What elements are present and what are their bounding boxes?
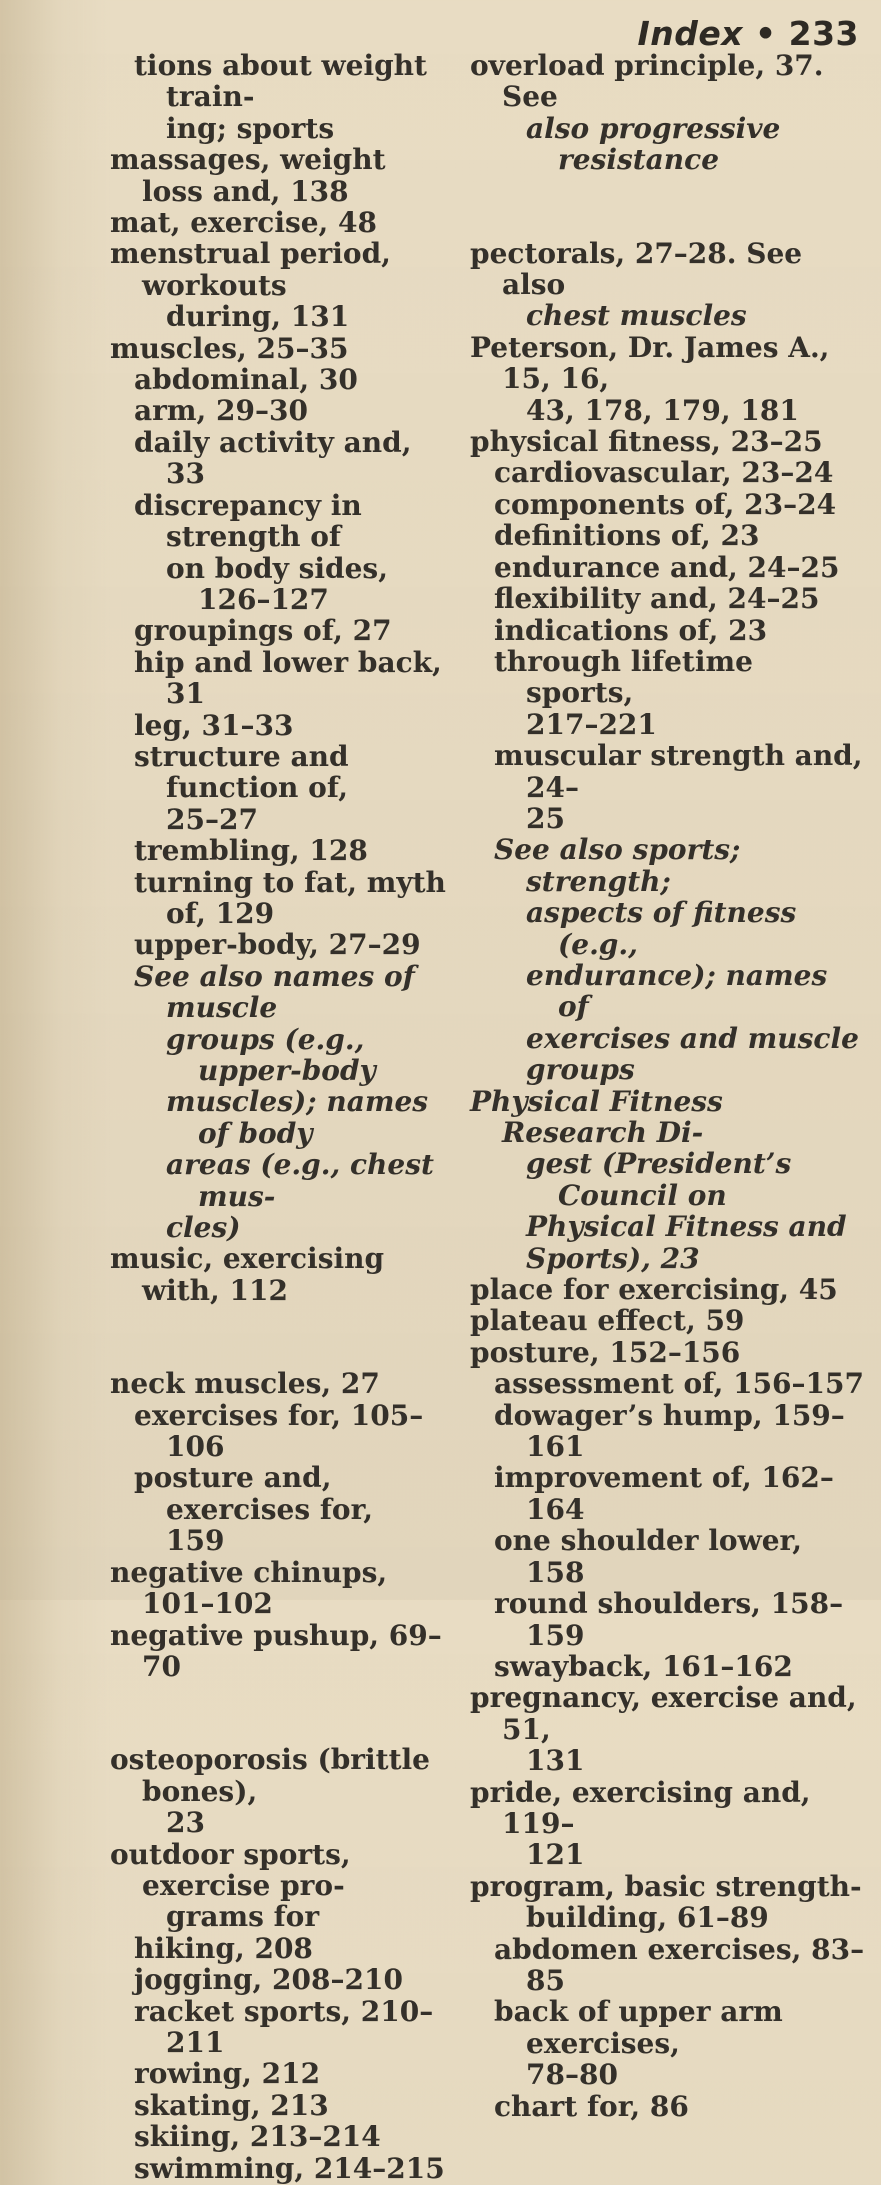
index-entry: See also names of muscle: [134, 959, 415, 1025]
index-entry: program, basic strength-: [470, 1869, 862, 1903]
index-entry: See also sports; strength;: [494, 833, 741, 898]
index-entry: jogging, 208–210: [134, 1963, 403, 1997]
index-entry: skating, 213: [134, 2088, 329, 2122]
index-entry: daily activity and, 33: [134, 425, 412, 491]
index-entry: indications of, 23: [494, 613, 768, 647]
header-index-label: Index: [637, 14, 744, 53]
index-entry: on body sides, 126–127: [166, 551, 388, 616]
index-entry: building, 61–89: [526, 1901, 769, 1935]
index-entry: components of, 23–24: [494, 487, 837, 521]
index-entry: grams for: [166, 1900, 320, 1934]
entry-gap: [110, 1682, 455, 1744]
index-entry: Physical Fitness Research Di-: [470, 1084, 723, 1149]
index-entry: posture, 152–156: [470, 1335, 741, 1369]
index-entry: swimming, 214–215: [134, 2151, 445, 2185]
entry-gap: [470, 176, 865, 238]
page-number: 233: [788, 14, 859, 53]
index-entry: pride, exercising and, 119–: [470, 1775, 811, 1840]
header-separator: •: [755, 14, 777, 53]
index-entry: chart for, 86: [494, 2089, 689, 2123]
index-entry: 131: [526, 1744, 585, 1778]
index-entry: assessment of, 156–157: [494, 1367, 864, 1401]
index-entry: swayback, 161–162: [494, 1649, 793, 1683]
index-entry: hiking, 208: [134, 1931, 313, 1965]
index-entry: menstrual period, workouts: [110, 237, 391, 302]
index-entry: trembling, 128: [134, 834, 368, 868]
index-entry: flexibility and, 24–25: [494, 582, 820, 616]
index-entry: outdoor sports, exercise pro-: [110, 1837, 351, 1902]
index-entry: round shoulders, 158–159: [494, 1587, 844, 1652]
index-entry: definitions of, 23: [494, 519, 760, 553]
index-entry: muscles); names of body: [166, 1085, 429, 1150]
index-entry: groupings of, 27: [134, 614, 392, 648]
index-entry: cardiovascular, 23–24: [494, 456, 834, 490]
index-entry: Peterson, Dr. James A., 15, 16,: [470, 330, 830, 396]
index-column-left: [110, 50, 455, 2184]
index-entry: exercises for, 105–106: [134, 1398, 424, 1464]
index-entry: 217–221: [526, 707, 657, 741]
index-entry: osteoporosis (brittle bones),: [110, 1743, 430, 1808]
page-header: [637, 14, 859, 53]
index-entry: 121: [526, 1838, 585, 1872]
index-entry: negative pushup, 69–70: [110, 1618, 442, 1683]
index-entry: negative chinups, 101–102: [110, 1555, 388, 1621]
index-entry: pregnancy, exercise and, 51,: [470, 1681, 857, 1746]
index-entry: rowing, 212: [134, 2057, 321, 2091]
index-entry: 78–80: [526, 2058, 618, 2092]
index-entry: muscular strength and, 24–: [494, 739, 863, 804]
index-entry: mat, exercise, 48: [110, 206, 377, 240]
index-entry: 23: [166, 1806, 205, 1840]
index-entry: arm, 29–30: [134, 394, 308, 428]
index-entry: abdominal, 30: [134, 363, 358, 397]
index-entry: endurance and, 24–25: [494, 550, 840, 584]
index-entry: Physical Fitness and: [526, 1210, 847, 1244]
index-entry: turning to fat, myth of, 129: [134, 865, 446, 930]
index-entry: during, 131: [166, 300, 350, 334]
index-entry: upper-body, 27–29: [134, 928, 421, 962]
index-entry: gest (President’s Council on: [526, 1147, 792, 1212]
index-entry: areas (e.g., chest mus-: [166, 1148, 434, 1213]
index-entry: one shoulder lower, 158: [494, 1524, 802, 1589]
index-entry: muscles, 25–35: [110, 331, 349, 365]
index-entry: 43, 178, 179, 181: [526, 393, 799, 427]
index-entry: improvement of, 162–164: [494, 1461, 834, 1526]
index-column-right: [470, 50, 865, 2122]
index-entry: groups: [526, 1053, 635, 1087]
index-entry: chest muscles: [526, 299, 747, 333]
index-entry: place for exercising, 45: [470, 1273, 838, 1307]
index-entry: cles): [166, 1211, 241, 1245]
index-entry: music, exercising with, 112: [110, 1242, 385, 1307]
index-entry: abdomen exercises, 83–85: [494, 1932, 865, 1997]
index-entry: plateau effect, 59: [470, 1304, 745, 1338]
index-entry: 25–27: [166, 802, 258, 836]
index-entry: posture and, exercises for,: [134, 1461, 374, 1526]
index-entry: dowager’s hump, 159–161: [494, 1398, 845, 1464]
index-entry: back of upper arm exercises,: [494, 1995, 783, 2060]
index-entry: physical fitness, 23–25: [470, 425, 823, 459]
index-entry: racket sports, 210–211: [134, 1994, 434, 2059]
index-entry: groups (e.g., upper-body: [166, 1022, 376, 1087]
index-entry: leg, 31–33: [134, 708, 294, 742]
index-entry: skiing, 213–214: [134, 2120, 381, 2154]
index-entry: tions about weight train-: [134, 49, 427, 114]
index-entry: Sports), 23: [526, 1241, 700, 1275]
index-entry: endurance); names of: [526, 958, 828, 1024]
index-entry: through lifetime sports,: [494, 644, 753, 710]
entry-gap: [110, 1306, 455, 1368]
index-entry: ing; sports: [166, 111, 335, 145]
index-entry: neck muscles, 27: [110, 1367, 380, 1401]
index-entry: hip and lower back, 31: [134, 645, 442, 711]
index-entry: discrepancy in strength of: [134, 488, 362, 554]
index-entry: exercises and muscle: [526, 1021, 859, 1055]
index-entry: overload principle, 37. See: [470, 49, 824, 114]
index-entry: 25: [526, 801, 565, 835]
index-entry: pectorals, 27–28. See also: [470, 236, 803, 302]
index-entry: aspects of fitness (e.g.,: [526, 896, 797, 961]
index-entry: massages, weight loss and, 138: [110, 143, 386, 208]
index-entry: 159: [166, 1524, 225, 1558]
index-entry: also progressive resistance: [526, 111, 781, 177]
index-entry: structure and function of,: [134, 739, 349, 805]
